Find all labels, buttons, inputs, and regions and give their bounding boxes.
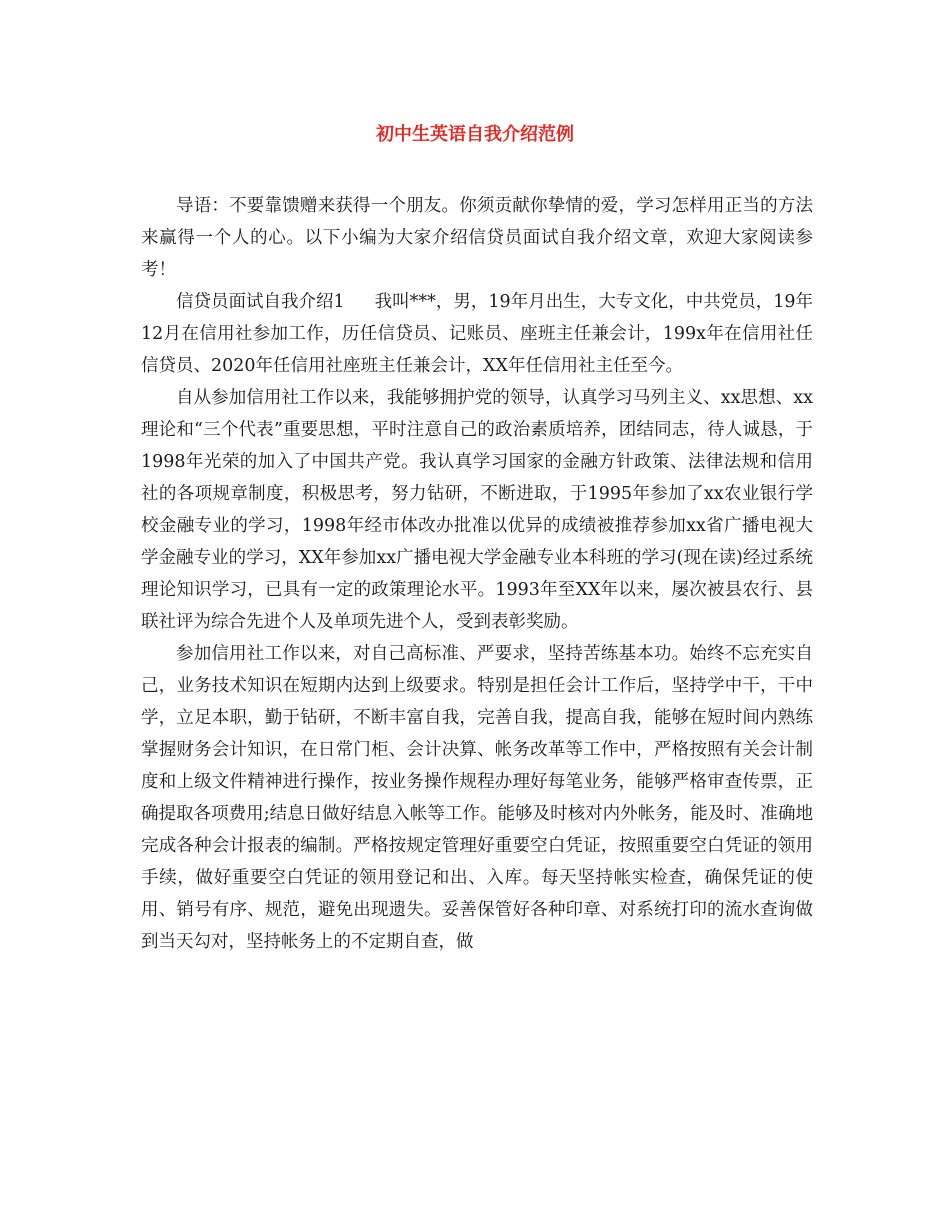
- intro-content: 我叫***，男，19年月出生，大专文化，中共党员，19年12月在信用社参加工作，历任信贷员、记账员、座班主任兼会计，199x年在信用社任信贷员、2020年任信用社座班主任兼会计，XX年任信用社主任至今。: [141, 292, 813, 376]
- paragraph-intro: 导语：不要靠馈赠来获得一个朋友。你须贡献你挚情的爱，学习怎样用正当的方法来赢得一个人的心。以下小编为大家介绍信贷员面试自我介绍文章，欢迎大家阅读参考！: [141, 196, 813, 280]
- document-title: 初中生英语自我介绍范例: [376, 124, 574, 145]
- paragraph-self-intro: [141, 286, 813, 382]
- document-body: [141, 190, 813, 958]
- paragraph-work: 参加信用社工作以来，对自己高标准、严要求，坚持苦练基本功。始终不忘充实自己，业务技术知识在短期内达到上级要求。特别是担任会计工作后，坚持学中干，干中学，立足本职，勤于钻研，不断丰富自我，完善自我，提高自我，能够在短时间内熟练掌握财务会计知识，在日常门柜、会计决算、帐务改革等工作中，严格按照有关会计制度和上级文件精神进行操作，按业务操作规程办理好每笔业务，能够严格审查传票，正确提取各项费用;结息日做好结息入帐等工作。能够及时核对内外帐务，能及时、准确地完成各种会计报表的编制。严格按规定管理好重要空白凭证，按照重要空白凭证的领用手续，做好重要空白凭证的领用登记和出、入库。每天坚持帐实检查，确保凭证的使用、销号有序、规范，避免出现遗失。妥善保管好各种印章、对系统打印的流水查询做到当天勾对，坚持帐务上的不定期自查，做: [141, 644, 813, 952]
- paragraph-political: 自从参加信用社工作以来，我能够拥护党的领导，认真学习马列主义、xx思想、xx理论和“三个代表”重要思想，平时注意自己的政治素质培养，团结同志，待人诚恳，于1998年光荣的加入了中国共产党。我认真学习国家的金融方针政策、法律法规和信用社的各项规章制度，积极思考，努力钻研，不断进取，于1995年参加了xx农业银行学校金融专业的学习，1998年经市体改办批准以优异的成绩被推荐参加xx省广播电视大学金融专业的学习，XX年参加xx广播电视大学金融专业本科班的学习(现在读)经过系统理论知识学习，已具有一定的政策理论水平。1993年至XX年以来，屡次被县农行、县联社评为综合先进个人及单项先进个人，受到表彰奖励。: [141, 388, 813, 632]
- intro-heading: 信贷员面试自我介绍1: [176, 292, 345, 312]
